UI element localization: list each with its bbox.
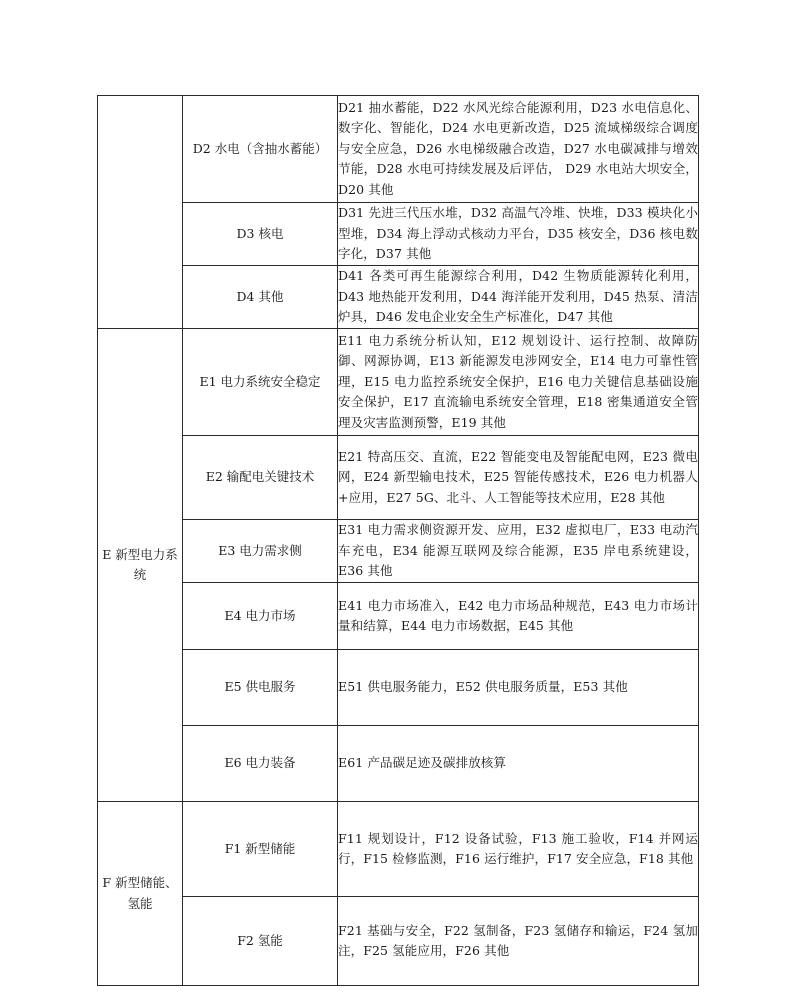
table-row (98, 329, 699, 436)
subcategory-detail: E41 电力市场准入，E42 电力市场品种规范，E43 电力市场计量和结算，E44 电力市场数据，E45 其他 (338, 583, 699, 650)
table-row (98, 520, 699, 583)
subcategory-label: F2 氢能 (183, 897, 338, 986)
subcategory-detail: E11 电力系统分析认知，E12 规划设计、运行控制、故障防御、网源协调，E13 新能源发电涉网安全，E14 电力可靠性管理，E15 电力监控系统安全保护，E16 电力关键信息基础设施安全保护，E17 直流输电系统安全管理，E18 密集通道安全管理及灾害监测预警，E19 其他 (338, 329, 699, 436)
subcategory-label: F1 新型储能 (183, 802, 338, 897)
table-row (98, 726, 699, 802)
subcategory-detail: E21 特高压交、直流，E22 智能变电及智能配电网，E23 微电网，E24 新型输电技术，E25 智能传感技术，E26 电力机器人+应用，E27 5G、北斗、人工智能等技术应用，E28 其他 (338, 436, 699, 520)
subcategory-detail: D21 抽水蓄能，D22 水风光综合能源利用，D23 水电信息化、数字化、智能化，D24 水电更新改造，D25 流域梯级综合调度与安全应急，D26 水电梯级融合改造，D27 水电碳减排与增效节能，D28 水电可持续发展及后评估， D29 水电站大坝安全，D20 其他 (338, 96, 699, 203)
table-row (98, 583, 699, 650)
subcategory-label: E3 电力需求侧 (183, 520, 338, 583)
subcategory-label: D3 核电 (183, 203, 338, 266)
category-label: E 新型电力系统 (98, 329, 183, 802)
table-row (98, 650, 699, 726)
subcategory-detail: F11 规划设计，F12 设备试验，F13 施工验收，F14 并网运行，F15 检修监测，F16 运行维护，F17 安全应急，F18 其他 (338, 802, 699, 897)
subcategory-label: E4 电力市场 (183, 583, 338, 650)
standards-table (97, 95, 699, 986)
subcategory-label: E5 供电服务 (183, 650, 338, 726)
subcategory-detail: F21 基础与安全，F22 氢制备，F23 氢储存和输运，F24 氢加注，F25 氢能应用，F26 其他 (338, 897, 699, 986)
subcategory-label: E6 电力装备 (183, 726, 338, 802)
subcategory-detail: E61 产品碳足迹及碳排放核算 (338, 726, 699, 802)
subcategory-label: E1 电力系统安全稳定 (183, 329, 338, 436)
table-row (98, 802, 699, 897)
table-row (98, 897, 699, 986)
category-label: F 新型储能、氢能 (98, 802, 183, 986)
table-row (98, 96, 699, 203)
category-label (98, 96, 183, 329)
subcategory-detail: E51 供电服务能力，E52 供电服务质量，E53 其他 (338, 650, 699, 726)
subcategory-detail: D41 各类可再生能源综合利用，D42 生物质能源转化利用，D43 地热能开发利用，D44 海洋能开发利用，D45 热泵、清洁炉具，D46 发电企业安全生产标准化，D47 其他 (338, 266, 699, 329)
subcategory-label: D4 其他 (183, 266, 338, 329)
table-row (98, 436, 699, 520)
subcategory-label: E2 输配电关键技术 (183, 436, 338, 520)
table-row (98, 266, 699, 329)
subcategory-label: D2 水电（含抽水蓄能） (183, 96, 338, 203)
subcategory-detail: D31 先进三代压水堆，D32 高温气冷堆、快堆，D33 模块化小型堆，D34 海上浮动式核动力平台，D35 核安全，D36 核电数字化，D37 其他 (338, 203, 699, 266)
table-row (98, 203, 699, 266)
subcategory-detail: E31 电力需求侧资源开发、应用，E32 虚拟电厂，E33 电动汽车充电，E34 能源互联网及综合能源，E35 岸电系统建设，E36 其他 (338, 520, 699, 583)
